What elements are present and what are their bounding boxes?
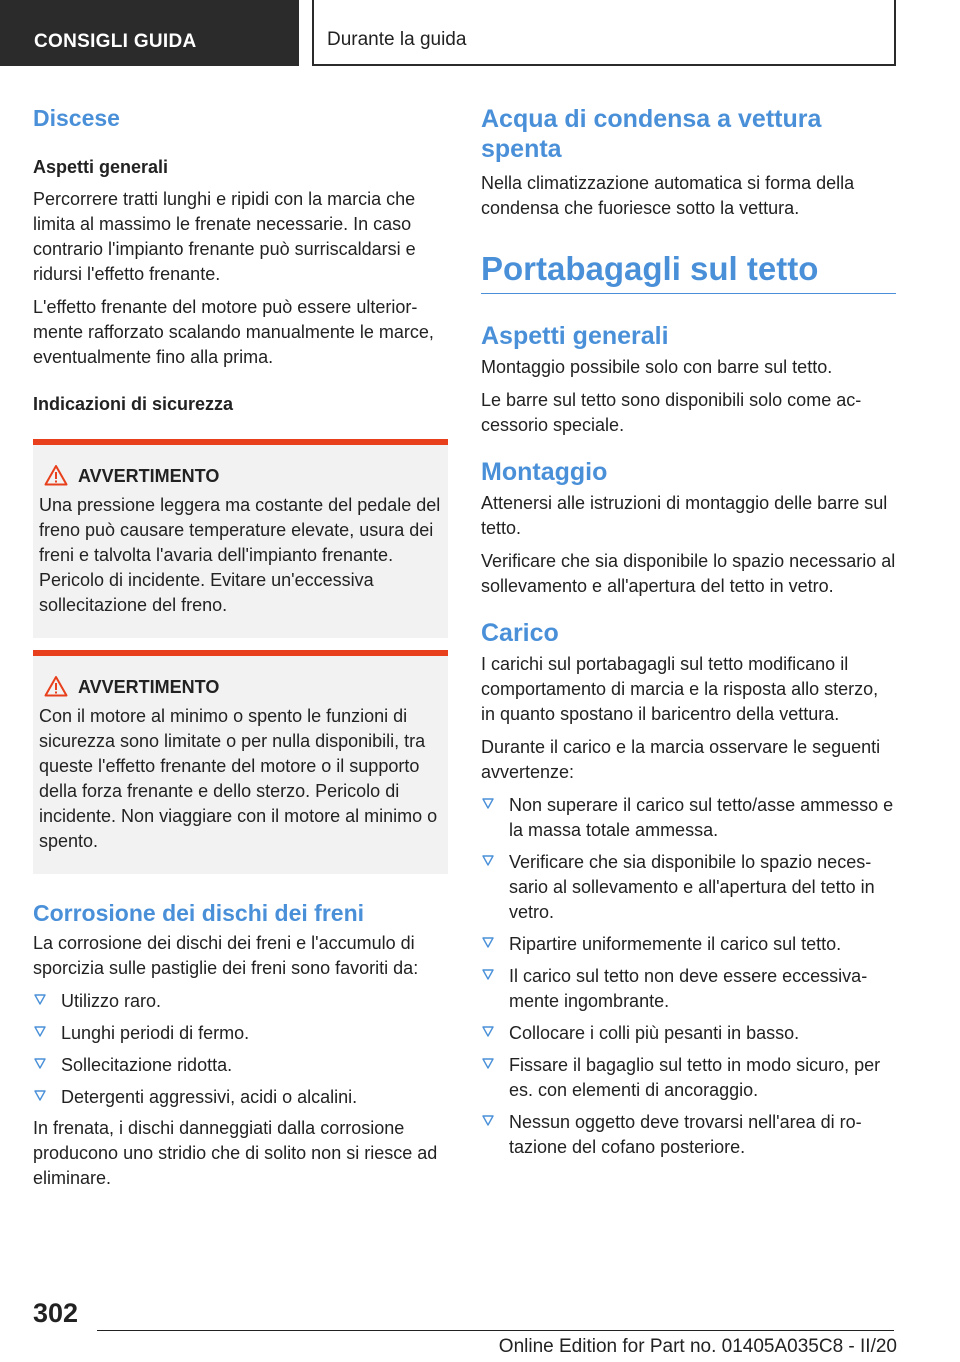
triangle-bullet-icon [481,935,495,949]
triangle-bullet-icon [481,796,495,810]
list-item: Lunghi periodi di fermo. [33,1021,448,1046]
heading-aspetti-generali-right: Aspetti generali [481,322,669,350]
warning-box [33,650,448,874]
paragraph: Durante il carico e la marcia osservare le seguenti avvertenze: [481,737,881,782]
paragraph: La corrosione dei dischi dei freni e l'accumulo di sporcizia sulle pastiglie dei freni sono favoriti da: [33,933,419,978]
warning-title: AVVERTIMENTO [39,463,442,489]
list-item: Nessun oggetto deve trovarsi nell'area di rotazione del cofano posteriore. [481,1110,896,1160]
edition-note: Online Edition for Part no. 01405A035C8 - II/20 [498,1336,897,1357]
list-item: Utilizzo raro. [33,989,448,1014]
paragraph: In frenata, i dischi danneggiati dalla corrosione producono uno stridio che di solito non si riesce ad eliminare. [33,1118,438,1188]
list-item: Non superare il carico sul tetto/asse ammesso e la massa totale ammessa. [481,793,896,843]
page-header [0,0,960,66]
triangle-bullet-icon [33,1056,47,1070]
warning-triangle-icon [44,675,68,697]
bullet-list [33,989,448,1110]
heading-corrosione: Corrosione dei dischi dei freni [33,900,365,926]
triangle-bullet-icon [481,853,495,867]
heading-portabagagli: Portabagagli sul tetto [481,249,896,294]
heading-discese: Discese [33,105,120,131]
list-item: Verificare che sia disponibile lo spazio necessario al sollevamento e all'apertura del tetto in vetro. [481,850,896,925]
paragraph: Nella climatizzazione automatica si forma della condensa che fuoriesce sotto la vettura. [481,173,855,218]
paragraph: Verificare che sia disponibile lo spazio necessario al sollevamento e all'apertura del tetto in vetro. [481,551,896,596]
paragraph: Percorrere tratti lunghi e ripidi con la marcia che limita al massimo le frenate necessarie. In caso contrario l'impianto frenante può surriscaldarsi e ridursi l'effetto frenante. [33,189,416,284]
heading-aspetti-generali: Aspetti generali [33,157,169,177]
section-tab: Durante la guida [312,0,896,66]
warning-text: Una pressione leggera ma costante del pedale del freno può causare temperature elevate, usura dei freni e talvolta l'avaria dell'impianto frenante. Pericolo di incidente. Evitare un'eccessiva sollecitazione del freno. [39,495,441,615]
triangle-bullet-icon [481,1056,495,1070]
list-item: Fissare il bagaglio sul tetto in modo sicuro, per es. con elementi di ancoraggio. [481,1053,896,1103]
paragraph: Montaggio possibile solo con barre sul tetto. [481,357,833,377]
list-item: Ripartire uniformemente il carico sul tetto. [481,932,896,957]
warning-text: Con il motore al minimo o spento le funzioni di sicurezza sono limitate o per nulla disponibili, tra queste l'effetto frenante del motore o il supporto della forza frenante e dello sterzo. Pericolo di incidente. Non viaggiare con il motore al minimo o spento. [39,706,438,851]
chapter-tab: CONSIGLI GUIDA [0,0,299,66]
paragraph: I carichi sul portabagagli sul tetto modificano il comportamento di marcia e la risposta allo sterzo, in quanto spostano il baricentro della vettura. [481,654,879,724]
paragraph: Le barre sul tetto sono disponibili solo come accessorio speciale. [481,390,862,435]
heading-indicazioni-sicurezza: Indicazioni di sicurezza [33,394,234,414]
heading-montaggio: Montaggio [481,458,608,486]
list-item: Sollecitazione ridotta. [33,1053,448,1078]
triangle-bullet-icon [481,967,495,981]
triangle-bullet-icon [481,1024,495,1038]
warning-title: AVVERTIMENTO [39,674,442,700]
left-column [33,100,448,1191]
warning-box [33,439,448,638]
triangle-bullet-icon [33,992,47,1006]
page-number: 302 [33,1298,79,1328]
paragraph: Attenersi alle istruzioni di montaggio delle barre sul tetto. [481,493,888,538]
list-item: Detergenti aggressivi, acidi o alcalini. [33,1085,448,1110]
triangle-bullet-icon [481,1113,495,1127]
heading-acqua-condensa: Acqua di condensa a vettura spenta [481,105,822,163]
triangle-bullet-icon [33,1024,47,1038]
list-item: Il carico sul tetto non deve essere eccessivamente ingombrante. [481,964,896,1014]
bullet-list [481,793,896,1160]
heading-carico: Carico [481,619,559,647]
footer-divider [97,1330,894,1331]
paragraph: L'effetto frenante del motore può essere ulteriormente rafforzato scalando manualmente le marce, eventualmente fino alla prima. [33,297,434,367]
triangle-bullet-icon [33,1088,47,1102]
list-item: Collocare i colli più pesanti in basso. [481,1021,896,1046]
warning-triangle-icon [44,464,68,486]
right-column [481,100,896,1160]
